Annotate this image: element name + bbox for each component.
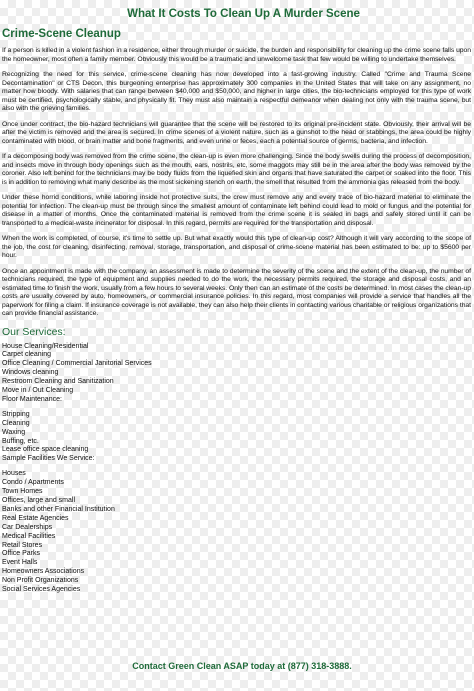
list-item: Floor Maintenance: xyxy=(2,395,62,403)
list-item: Windows cleaning xyxy=(2,369,59,377)
paragraph: If a person is killed in a violent fashion in a residence, either through murder or suicide, the burden and responsibility for cleaning up the crime scene falls upon the homeowner, most often a family member. Obviously this would be a traumatic and unwelcome task that few would be willing to undertake themselves. xyxy=(2,47,471,63)
list-item: Lease office space cleaning xyxy=(2,446,89,454)
list-item: Retail Stores xyxy=(2,541,43,549)
floor-maintenance-list xyxy=(2,411,471,464)
list-item: Sample Facilities We Service: xyxy=(2,455,95,463)
list-item: Office Parks xyxy=(2,550,40,558)
list-item: House Cleaning/Residential xyxy=(2,342,89,350)
list-item: Condo / Apartments xyxy=(2,479,64,487)
paragraph: Once under contract, the bio-hazard technicians will guarantee that the scene will be restored to its original pre-incident state. Obviously, their arrival will be after the victim is removed and the area is secured. In crime scenes of a violent nature, such as a gunshot to the head or stabbings, the area could be highly contaminated with blood, or brain matter and bone fragments, and even urine or feces, each a potential source of germs, bacteria, and infection. xyxy=(2,120,471,145)
list-item: Restroom Cleaning and Sanitization xyxy=(2,378,114,386)
list-item: Houses xyxy=(2,470,26,478)
list-item: Homeowners Associations xyxy=(2,568,85,576)
paragraph: When the work is completed, of course, it's time to settle up. But what exactly would this type of clean-up cost? Although it will vary according to the scope of the job, the cost for cleaning, disinfecting, removal, storage, transportation, and disposal of crime-scene material has been estimated to be: up to $5600 per hour. xyxy=(2,235,471,259)
list-item: Move in / Out Cleaning xyxy=(2,387,74,395)
document-title: What It Costs To Clean Up A Murder Scene xyxy=(127,8,360,20)
list-item: Buffing, etc. xyxy=(2,437,39,445)
contact-line: Contact Green Clean ASAP today at (877) 318-3888. xyxy=(132,661,352,671)
list-item: Town Homes xyxy=(2,488,43,496)
list-item: Waxing xyxy=(2,428,26,436)
section-heading-crime-scene-cleanup: Crime-Scene Cleanup xyxy=(2,28,121,40)
list-item: Event Halls xyxy=(2,559,38,567)
list-item: Carpet cleaning xyxy=(2,351,52,359)
list-item: Social Services Agencies xyxy=(2,586,81,594)
list-item: Non Profit Organizations xyxy=(2,577,79,585)
list-item: Car Dealerships xyxy=(2,523,53,531)
paragraph: Once an appointment is made with the company, an assessment is made to determine the severity of the scene and the extent of the clean-up, the number of technicians required, the type of equipment and supplies needed to do the work, the necessary permits required, the storage and disposal costs, and an estimated time to finish the work, usually from a few hours to several weeks. Only then can an estimate of the costs be determined. In most cases the clean-up costs are usually covered by auto, homeowners, or commercial insurance policies. In this regard, most companies will provide a service that handles all the paperwork for filing a claim. If insurance coverage is not available, they can also help their clients in contacting various charitable or religious organizations that can provide financial assistance. xyxy=(2,267,471,317)
paragraph: Under these horrid conditions, while laboring inside hot protective suits, the crew must remove any and every trace of bio-hazard material to eliminate the potential for infection. The clean-up must be through since the smallest amount of contaminate left behind could lead to mold or fungus and the potential for disease in a matter of months. Once the contaminated material is removed from the crime scene it is sealed in bags and safely stored until it can be transported to a medical-waste incinerator for disposal. In this regard, permits are required for the transportation and disposal. xyxy=(2,194,471,227)
list-item: Banks and other Financial Institution xyxy=(2,505,115,513)
paragraph: Recognizing the need for this service, crime-scene cleaning has now developed into a fast-growing industry. Called "Crime and Trauma Scene Decontamination" or CTS Decon, this burgeoning enterprise has approximately 300 companies in the United States that will take on any assignment, no matter how bloody. With salaries that can range between $40,000 and $50,000, and higher in large cities, the bio-technicians employed for this type of work must be certified, psychologically stable, and physically fit. They must also maintain a respectful demeanor when dealing not only with the trauma scene, but also with the grieving families. xyxy=(2,71,471,112)
list-item: Stripping xyxy=(2,410,30,418)
list-item: Real Estate Agencies xyxy=(2,514,69,522)
paragraph: If a decomposing body was removed from the crime scene, the clean-up is even more challenging. Since the body swells during the process of decomposition, and insects move in through body openings such as the mouth, ears, nostrils, etc, some maggots may still be in the area after the body was removed by the coroner. Also left behind for the technicians may be body fluids from the liquefied skin and organs that have saturated the carpet or soaked into the floor. This is in addition to removing what many describe as the most sickening stench on earth, the smell that resulted from the ammonia gas released from the body. xyxy=(2,153,471,186)
services-list xyxy=(2,343,471,405)
list-item: Cleaning xyxy=(2,419,30,427)
facilities-list xyxy=(2,470,471,595)
list-item: Medical Facilities xyxy=(2,532,56,540)
services-heading: Our Services: xyxy=(2,325,66,338)
list-item: Office Cleaning / Commercial Janitorial Services xyxy=(2,360,152,368)
list-item: Offices, large and small xyxy=(2,497,76,504)
article-body xyxy=(2,47,471,319)
